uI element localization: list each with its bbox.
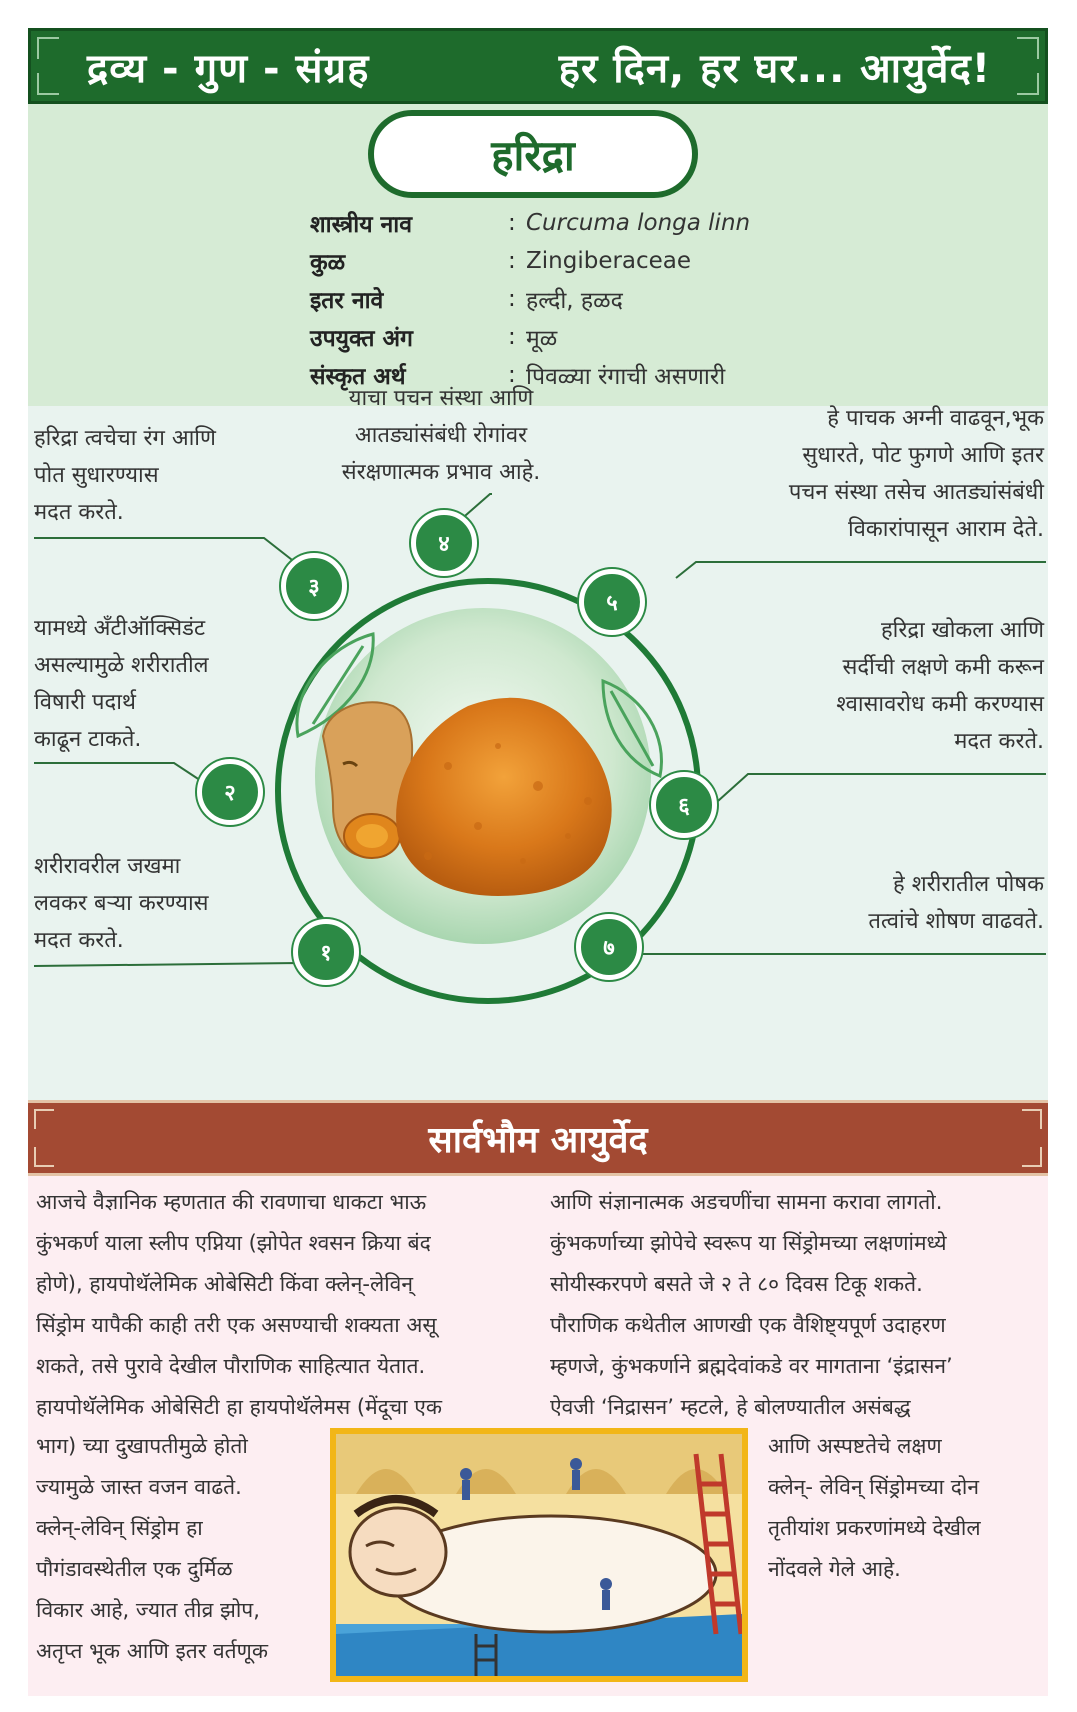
detail-separator: : [508,210,516,236]
benefit-line: हरिद्रा खोकला आणि [880,618,1044,643]
benefit-badge-7: ७ [576,914,642,980]
article-line: कुंभकर्णाच्या झोपेचे स्वरूप या सिंड्रोमच्या लक्षणांमध्ये [550,1231,947,1255]
detail-value: पिवळ्या रंगाची असणारी [526,364,726,390]
article-line: आणि संज्ञानात्मक अडचणींचा सामना करावा लागतो. [550,1190,943,1214]
article-column-right-narrow [768,1426,1044,1590]
benefit-line: तत्वांचे शोषण वाढवते. [868,909,1044,934]
detail-row-scientific-name [310,204,950,242]
benefit-line: मदत करते. [954,729,1044,754]
benefit-line: सुधारते, पोट फुगणे आणि इतर [802,443,1044,468]
corner-ornament [1022,1109,1042,1129]
benefit-line: काढून टाकते. [34,727,142,752]
article-line: हायपोथॅलेमिक ओबेसिटी हा हायपोथॅलेमस (मेंदूचा एक [36,1395,442,1419]
detail-separator: : [508,362,516,388]
benefit-text-7 [784,866,1044,940]
benefit-badge-5: ५ [579,569,645,635]
detail-separator: : [508,324,516,350]
benefit-badge-4: ४ [411,510,477,576]
illustration-graphic [336,1434,742,1676]
benefits-wheel [28,386,1048,1100]
benefit-text-6 [754,612,1044,760]
article-line: आणि अस्पष्टतेचे लक्षण [768,1434,942,1458]
benefit-line: श्वासावरोध कमी करण्यास [836,692,1044,717]
article-line: अतृप्त भूक आणि इतर वर्तणूक [36,1639,268,1663]
article-line: पौराणिक कथेतील आणखी एक वैशिष्ट्यपूर्ण उदाहरण [550,1313,946,1337]
article-column-left [36,1182,536,1428]
article-line: सिंड्रोम यापैकी काही तरी एक असण्याची शक्यता असू [36,1313,437,1337]
corner-ornament [37,37,59,59]
benefit-line: आतड्यांसंबंधी रोगांवर [354,423,528,448]
kumbhakarna-illustration [330,1428,748,1682]
detail-value: Zingiberaceae [526,248,692,274]
benefit-text-1 [34,848,264,959]
benefit-line: याचा पचन संस्था आणि [348,386,534,411]
benefit-line: विषारी पदार्थ [34,690,136,715]
corner-ornament [1017,73,1039,95]
benefit-badge-2: २ [197,759,263,825]
corner-ornament [1017,37,1039,59]
giant-head [350,1508,446,1596]
article-line: क्लेन्-लेविन् सिंड्रोम हा [36,1516,203,1540]
herb-info-panel [28,104,1048,406]
article-line: तृतीयांश प्रकरणांमध्ये देखील [768,1516,981,1540]
tagline: हर दिन, हर घर... आयुर्वेद! [558,45,991,92]
detail-value: हल्दी, हळद [526,288,623,314]
benefit-badge-3: ३ [281,553,347,619]
benefit-badge-1: १ [293,919,359,985]
benefit-line: पोत सुधारण्यास [34,463,159,488]
benefit-line: हे पाचक अग्नी वाढवून,भूक [827,406,1044,431]
benefit-text-4 [316,380,566,491]
article-column-left-narrow [36,1426,298,1672]
article-line: सोयीस्करपणे बसते जे २ ते ८० दिवस टिकू शकते. [550,1272,923,1296]
article-title: सार्वभौम आयुर्वेद [428,1119,648,1161]
article-line: कुंभकर्ण याला स्लीप एप्निया (झोपेत श्वसन क्रिया बंद [36,1231,431,1255]
corner-ornament [1022,1147,1042,1167]
article-line: भाग) च्या दुखापतीमुळे होतो [36,1434,248,1458]
detail-value: मूळ [526,326,558,352]
detail-label: संस्कृत अर्थ [310,364,406,390]
article-line: पौगंडावस्थेतील एक दुर्मिळ [36,1557,233,1581]
detail-separator: : [508,286,516,312]
article-line: क्लेन्- लेविन् सिंड्रोमच्या दोन [768,1475,979,1499]
corner-ornament [34,1109,54,1129]
detail-row-family [310,242,950,280]
article-line: नोंदवले गेले आहे. [768,1557,901,1581]
detail-label: उपयुक्त अंग [310,326,413,352]
herb-details [310,204,950,394]
corner-ornament [37,73,59,95]
detail-row-useful-part [310,318,950,356]
article-column-right [550,1182,1044,1428]
article-line: आजचे वैज्ञानिक म्हणतात की रावणाचा धाकटा भाऊ [36,1190,427,1214]
herb-name: हरिद्रा [368,110,698,198]
benefit-badge-6: ६ [651,772,717,838]
detail-label: शास्त्रीय नाव [310,212,413,238]
benefit-line: संरक्षणात्मक प्रभाव आहे. [341,460,541,485]
benefit-line: लवकर बऱ्या करण्यास [34,891,209,916]
benefit-line: यामध्ये अँटीऑक्सिडंट [34,616,206,641]
detail-separator: : [508,248,516,274]
detail-row-other-names [310,280,950,318]
article-line: विकार आहे, ज्यात तीव्र झोप, [36,1598,260,1622]
article-line: ज्यामुळे जास्त वजन वाढते. [36,1475,242,1499]
masthead [28,28,1048,104]
benefit-line: मदत करते. [34,500,124,525]
benefit-text-2 [34,610,264,758]
benefit-line: सर्दीची लक्षणे कमी करून [842,655,1044,680]
article-body [28,1176,1048,1696]
benefit-line: पचन संस्था तसेच आतड्यांसंबंधी [788,480,1044,505]
article-line: ऐवजी ‘निद्रासन’ म्हटले, हे बोलण्यातील असंबद्ध [550,1395,911,1419]
benefit-line: शरीरावरील जखमा [34,854,181,879]
article-line: म्हणजे, कुंभकर्णाने ब्रह्मदेवांकडे वर मागताना ‘इंद्रासन’ [550,1354,953,1378]
benefit-text-3 [34,420,274,531]
section-title: द्रव्य - गुण - संग्रह [87,45,370,92]
detail-value: Curcuma longa linn [526,210,751,236]
benefit-line: असल्यामुळे शरीरातील [34,653,209,678]
article-line: शकते, तसे पुरावे देखील पौराणिक साहित्यात येतात. [36,1354,426,1378]
article-header [28,1100,1048,1176]
detail-label: कुळ [310,250,346,276]
article-line: होणे), हायपोथॅलेमिक ओबेसिटी किंवा क्लेन्-लेविन् [36,1272,413,1296]
detail-label: इतर नावे [310,288,384,314]
benefit-line: हरिद्रा त्वचेचा रंग आणि [34,426,216,451]
corner-ornament [34,1147,54,1167]
benefit-line: विकारांपासून आराम देते. [847,517,1044,542]
benefit-text-5 [664,400,1044,548]
benefit-line: मदत करते. [34,928,124,953]
benefit-line: हे शरीरातील पोषक [893,872,1044,897]
